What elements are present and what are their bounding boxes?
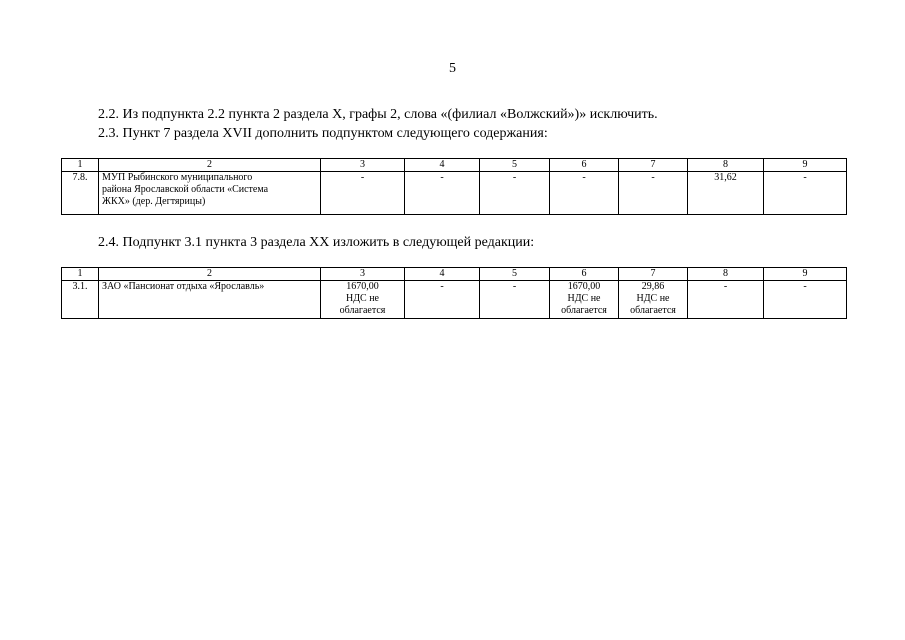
column-header: 1 bbox=[62, 268, 99, 281]
value-cell: - bbox=[764, 172, 847, 215]
value-cell: - bbox=[480, 172, 550, 215]
column-header: 2 bbox=[99, 159, 321, 172]
table-section-20 bbox=[61, 267, 847, 319]
column-header: 7 bbox=[619, 159, 688, 172]
row-number-cell: 3.1. bbox=[62, 281, 99, 319]
column-header: 8 bbox=[688, 159, 764, 172]
column-header: 1 bbox=[62, 159, 99, 172]
value-line: 1670,00 bbox=[346, 281, 379, 292]
column-header: 3 bbox=[321, 268, 405, 281]
value-line: 29,86 bbox=[641, 281, 665, 292]
value-line: НДС не bbox=[567, 293, 601, 304]
value-line: НДС не bbox=[345, 293, 379, 304]
value-cell: - bbox=[688, 281, 764, 319]
column-header: 7 bbox=[619, 268, 688, 281]
column-header: 9 bbox=[764, 268, 847, 281]
value-cell bbox=[550, 281, 619, 319]
column-header: 5 bbox=[480, 268, 550, 281]
value-line: НДС не bbox=[636, 293, 670, 304]
table-row bbox=[62, 172, 847, 215]
organization-line: ЖКХ» (дер. Дегтярицы) bbox=[102, 196, 206, 207]
column-header: 5 bbox=[480, 159, 550, 172]
column-header: 9 bbox=[764, 159, 847, 172]
value-cell: - bbox=[550, 172, 619, 215]
value-line: облагается bbox=[630, 305, 676, 316]
column-header: 8 bbox=[688, 268, 764, 281]
value-line: 1670,00 bbox=[567, 281, 601, 292]
value-cell: 31,62 bbox=[688, 172, 764, 215]
column-header: 2 bbox=[99, 268, 321, 281]
row-number-cell: 7.8. bbox=[62, 172, 99, 215]
organization-line: района Ярославской области «Система bbox=[102, 184, 269, 195]
value-line: облагается bbox=[561, 305, 607, 316]
value-cell: - bbox=[480, 281, 550, 319]
table-header-row bbox=[62, 268, 847, 281]
page-number: 5 bbox=[449, 61, 456, 76]
value-cell: - bbox=[321, 172, 405, 215]
organization-cell: ЗАО «Пансионат отдыха «Ярославль» bbox=[99, 281, 321, 319]
paragraph-2-4: 2.4. Подпункт 3.1 пункта 3 раздела XX изложить в следующей редакции: bbox=[98, 235, 535, 250]
value-cell bbox=[619, 281, 688, 319]
value-cell: - bbox=[405, 281, 480, 319]
value-cell bbox=[321, 281, 405, 319]
value-cell: - bbox=[405, 172, 480, 215]
column-header: 6 bbox=[550, 159, 619, 172]
column-header: 3 bbox=[321, 159, 405, 172]
column-header: 4 bbox=[405, 159, 480, 172]
table-section-17 bbox=[61, 158, 847, 215]
table-row bbox=[62, 281, 847, 319]
organization-line: МУП Рыбинского муниципального bbox=[102, 172, 253, 183]
value-cell: - bbox=[764, 281, 847, 319]
column-header: 6 bbox=[550, 268, 619, 281]
paragraph-2-3: 2.3. Пункт 7 раздела XVII дополнить подпунктом следующего содержания: bbox=[98, 126, 548, 141]
column-header: 4 bbox=[405, 268, 480, 281]
paragraph-2-2: 2.2. Из подпункта 2.2 пункта 2 раздела X, графы 2, слова «(филиал «Волжский»)» исключить. bbox=[98, 107, 658, 122]
organization-cell bbox=[99, 172, 321, 215]
value-cell: - bbox=[619, 172, 688, 215]
value-line: облагается bbox=[339, 305, 386, 316]
table-header-row bbox=[62, 159, 847, 172]
